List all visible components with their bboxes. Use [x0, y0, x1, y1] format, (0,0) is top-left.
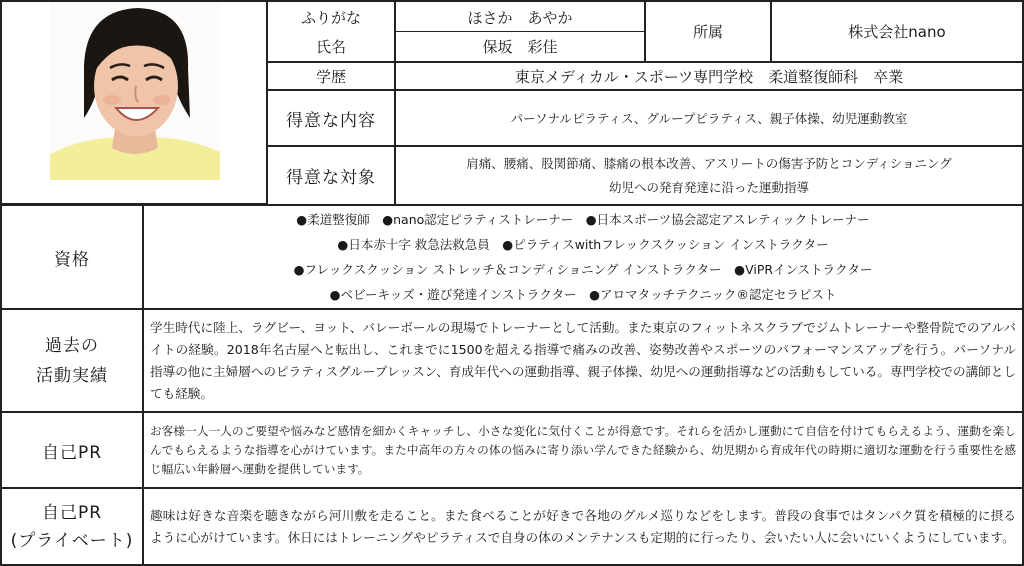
targets-value [394, 145, 1024, 206]
self-pr-text [142, 411, 1024, 489]
affiliation-value: 株式会社nano [770, 0, 1024, 63]
private-pr-label-line: 自己PR [41, 502, 103, 523]
private-pr-text [142, 487, 1024, 566]
history-paragraph: 学生時代に陸上、ラグビー、ヨット、バレーボールの現場でトレーナーとして活動。また東京のフィットネスクラブでジムトレーナーや整骨院でのアルバイトの経験。2018年名古屋へと転出し、これまでに1500を超える指導で痛みの改善、姿勢改善やスポーツのパフォーマンスアップを行う。パーソナル指導の他に主婦層へのピラティスグループレッスン、育成年代への運動指導、親子体操、幼児への運動指導などの活動もしている。専門学校での講師としても経験。 [150, 319, 1016, 401]
portrait-photo-image [50, 2, 220, 180]
furigana-label: ふりがな [266, 0, 396, 33]
qualifications-list [142, 204, 1024, 310]
private-pr-label [0, 487, 144, 566]
furigana-value: ほさか あやか [394, 0, 646, 33]
history-text [142, 308, 1024, 413]
education-value: 東京メディカル・スポーツ専門学校 柔道整復師科 卒業 [394, 61, 1024, 91]
education-label: 学歴 [266, 61, 396, 91]
target-line: 肩痛、腰痛、股関節痛、膝痛の根本改善、アスリートの傷害予防とコンディショニング [466, 155, 952, 171]
portrait-photo [0, 0, 268, 205]
qualification-line: ●日本赤十字 救急法救急員 ●ピラティスwithフレックスクッション インストラクター [337, 237, 829, 252]
name-label: 氏名 [266, 31, 396, 63]
specialty-label: 得意な内容 [266, 89, 396, 147]
qualifications-label: 資格 [0, 204, 144, 310]
self-pr-label: 自己PR [0, 411, 144, 489]
specialty-value: パーソナルピラティス、グループピラティス、親子体操、幼児運動教室 [394, 89, 1024, 147]
private-pr-label-line: (プライベート) [10, 530, 134, 551]
affiliation-label: 所属 [644, 0, 772, 63]
history-label [0, 308, 144, 413]
history-label-line: 活動実績 [36, 365, 108, 386]
qualification-line: ●柔道整復師 ●nano認定ピラティストレーナー ●日本スポーツ協会認定アスレティックトレーナー [296, 212, 870, 227]
private-pr-paragraph: 趣味は好きな音楽を聴きながら河川敷を走ること。また食べることが好きで各地のグルメ巡りなどをします。普段の食事ではタンパク質を積極的に摂るように心がけています。休日にはトレーニングやピラティスで自身の体のメンテナンスも定期的に行ったり、会いたい人に会いにいくようにしています。 [150, 507, 1016, 545]
targets-label: 得意な対象 [266, 145, 396, 206]
target-line: 幼児への発育発達に沿った運動指導 [608, 179, 809, 195]
qualification-line: ●フレックスクッション ストレッチ＆コンディショニング インストラクター ●ViPRインストラクター [293, 262, 873, 277]
history-label-line: 過去の [45, 335, 99, 356]
name-value: 保坂 彩佳 [394, 31, 646, 63]
self-pr-paragraph: お客様一人一人のご要望や悩みなど感情を細かくキャッチし、小さな変化に気付くことが得意です。それらを活かし運動にて自信を付けてもらえるよう、運動を楽しんでもらえるような指導を心がけています。また中高年の方々の体の悩みに寄り添い学んできた経験から、幼児期から育成年代の時期に適切な運動を行う重要性を感じ幅広い年齢層へ運動を提供しています。 [150, 423, 1016, 476]
qualification-line: ●ベビーキッズ・遊び発達インストラクター ●アロマタッチテクニック®認定セラピスト [329, 287, 837, 302]
